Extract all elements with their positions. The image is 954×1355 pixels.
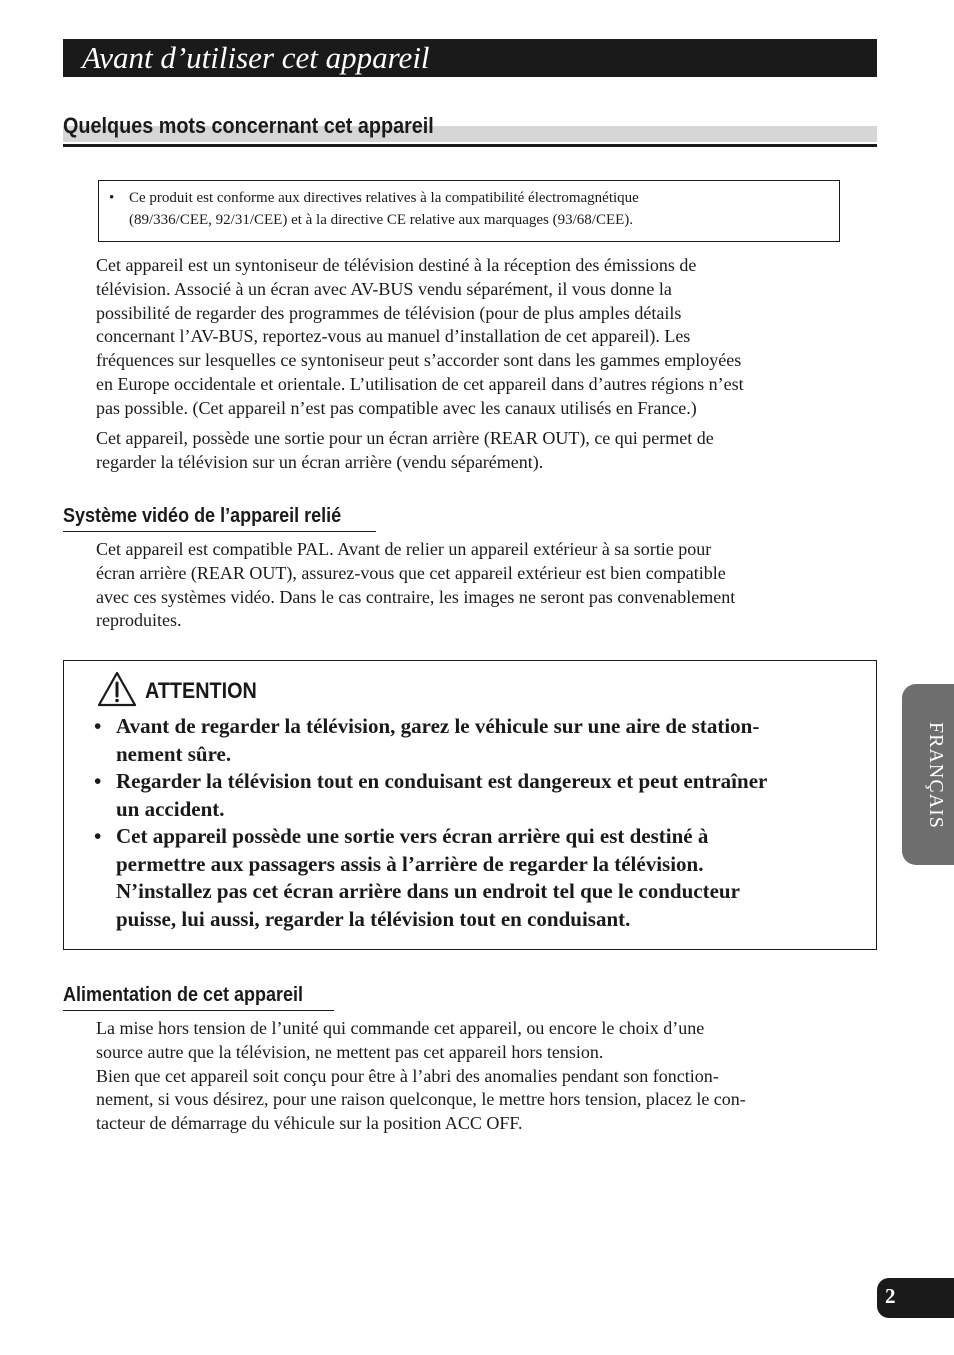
text-line: source autre que la télévision, ne mettent pas cet appareil hors tension. [96, 1041, 604, 1062]
text-line: en Europe occidentale et orientale. L’utilisation de cet appareil dans d’autres régions n’est [96, 373, 744, 394]
text-line: regarder la télévision sur un écran arrière (vendu séparément). [96, 451, 544, 472]
power-paragraph [96, 1017, 841, 1136]
caution-item [94, 713, 834, 768]
caution-box [63, 660, 877, 950]
text-line: Cet appareil est compatible PAL. Avant de relier un appareil extérieur à sa sortie pour [96, 539, 712, 559]
video-system-paragraph [96, 538, 841, 633]
note-bullet: • [109, 190, 115, 206]
text-line: écran arrière (REAR OUT), assurez-vous que cet appareil extérieur est bien compatible [96, 562, 726, 583]
text-line: N’installez pas cet écran arrière dans un endroit tel que le conducteur [116, 879, 740, 903]
section-heading-about-unit [63, 110, 877, 147]
sub-heading-power [63, 982, 334, 1011]
note-line: (89/336/CEE, 92/31/CEE) et à la directive CE relative aux marquages (93/68/CEE). [129, 212, 634, 228]
text-line: nement sûre. [116, 741, 232, 766]
text-line: télévision. Associé à un écran avec AV-BUS vendu séparément, il vous donne la [96, 278, 672, 299]
page-number-tab [877, 1278, 954, 1318]
note-line: Ce produit est conforme aux directives relatives à la compatibilité électromagnétique [129, 190, 639, 206]
text-line: concernant l’AV-BUS, reportez-vous au manuel d’installation de cet appareil). Les [96, 326, 691, 347]
language-tab-label: FRANÇAIS [925, 721, 947, 829]
compliance-note-box [98, 180, 840, 242]
text-line: Regarder la télévision tout en conduisant est dangereux et peut entraîner [116, 769, 768, 793]
caution-item [94, 768, 834, 823]
rear-out-paragraph [96, 427, 841, 475]
language-tab [902, 684, 954, 865]
caution-item [94, 823, 834, 933]
text-line: Cet appareil, possède une sortie pour un écran arrière (REAR OUT), ce qui permet de [96, 428, 714, 448]
text-line: puisse, lui aussi, regarder la télévision tout en conduisant. [116, 906, 631, 931]
caution-list [94, 713, 834, 933]
text-line: fréquences sur lesquelles ce syntoniseur peut s’accorder sont dans les gammes employées [96, 350, 742, 371]
text-line: pas possible. (Cet appareil n’est pas compatible avec les canaux utilisés en France.) [96, 397, 697, 418]
text-line: nement, si vous désirez, pour une raison quelconque, le mettre hors tension, placez le con- [96, 1089, 746, 1110]
section-heading-text: Quelques mots concernant cet appareil [63, 113, 434, 138]
text-line: possibilité de regarder des programmes de télévision (pour de plus amples détails [96, 302, 682, 323]
caution-title-text: ATTENTION [145, 678, 257, 703]
page-title: Avant d’utiliser cet appareil [63, 39, 877, 77]
text-line: La mise hors tension de l’unité qui commande cet appareil, ou encore le choix d’une [96, 1018, 705, 1038]
text-line: Cet appareil est un syntoniseur de télévision destiné à la réception des émissions de [96, 255, 697, 275]
text-line: avec ces systèmes vidéo. Dans le cas contraire, les images ne seront pas convenablement [96, 586, 736, 607]
sub-heading-text: Système vidéo de l’appareil relié [63, 505, 342, 527]
text-line: reproduites. [96, 610, 182, 631]
warning-triangle-icon [97, 671, 137, 707]
intro-paragraph [96, 254, 841, 421]
text-line: Bien que cet appareil soit conçu pour être à l’abri des anomalies pendant son fonction- [96, 1065, 719, 1086]
sub-heading-text: Alimentation de cet appareil [63, 984, 304, 1006]
text-line: permettre aux passagers assis à l’arrière de regarder la télévision. [116, 851, 704, 876]
text-line: tacteur de démarrage du véhicule sur la position ACC OFF. [96, 1113, 523, 1134]
text-line: Avant de regarder la télévision, garez le véhicule sur une aire de station- [116, 714, 760, 738]
page-number: 2 [885, 1284, 896, 1308]
text-line: Cet appareil possède une sortie vers écran arrière qui est destiné à [116, 824, 709, 848]
sub-heading-video-system [63, 503, 376, 532]
text-line: un accident. [116, 796, 225, 821]
